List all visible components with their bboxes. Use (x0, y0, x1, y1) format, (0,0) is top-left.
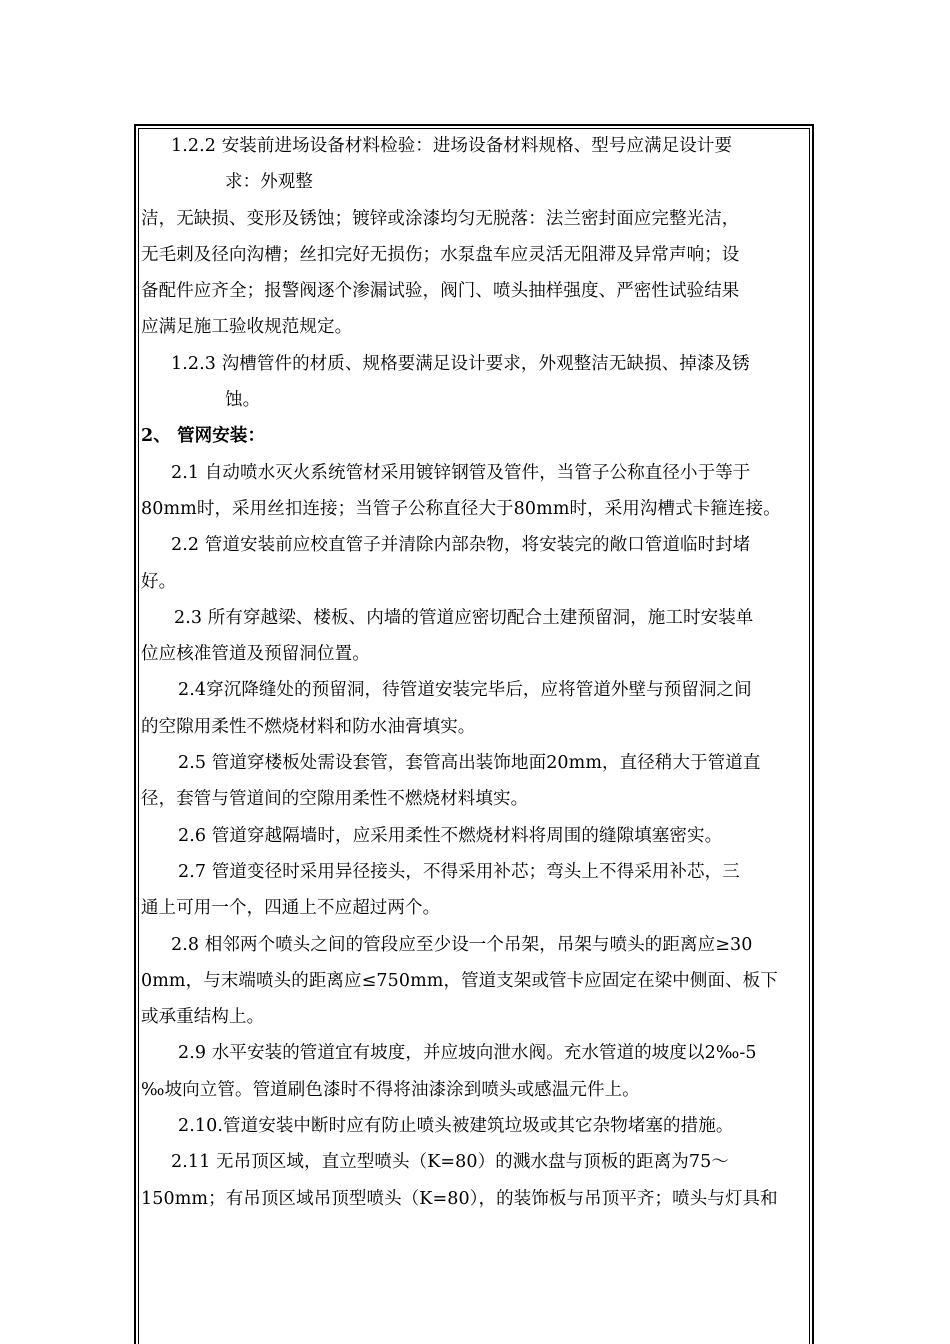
text-line: 1.2.3 沟槽管件的材质、规格要满足设计要求，外观整洁无缺损、掉漆及锈 (171, 353, 750, 374)
section-heading: 2、 管网安装： (141, 426, 266, 447)
text-line: 80mm时，采用丝扣连接；当管子公称直径大于80mm时，采用沟槽式卡箍连接。 (141, 498, 781, 519)
text-line: 2.10.管道安装中断时应有防止喷头被建筑垃圾或其它杂物堵塞的措施。 (178, 1116, 734, 1137)
text-line: 2.8 相邻两个喷头之间的管段应至少设一个吊架，吊架与喷头的距离应≥30 (171, 934, 753, 955)
text-line: 2.2 管道安装前应校直管子并清除内部杂物，将安装完的敞口管道临时封堵 (171, 535, 751, 556)
document-body (141, 128, 811, 1217)
text-line: 的空隙用柔性不燃烧材料和防水油膏填实。 (141, 716, 476, 737)
text-line: 位应核准管道及预留洞位置。 (141, 644, 370, 665)
text-line: 洁，无缺损、变形及锈蚀；镀锌或涂漆均匀无脱落：法兰密封面应完整光洁， (141, 208, 740, 229)
text-line: 2.11 无吊顶区域，直立型喷头（K=80）的溅水盘与顶板的距离为75～ (171, 1152, 729, 1173)
text-line: 或承重结构上。 (141, 1007, 265, 1028)
text-line: 2.3 所有穿越梁、楼板、内墙的管道应密切配合土建预留洞，施工时安装单 (174, 607, 754, 628)
text-line: 2.6 管道穿越隔墙时，应采用柔性不燃烧材料将周围的缝隙填塞密实。 (178, 825, 723, 846)
text-line: 蚀。 (225, 390, 261, 411)
text-line: 无毛刺及径向沟槽；丝扣完好无损伤；水泵盘车应灵活无阻滞及异常声响；设 (141, 244, 740, 265)
text-line: 1.2.2 安装前进场设备材料检验：进场设备材料规格、型号应满足设计要 (171, 136, 733, 156)
text-line: 备配件应齐全；报警阀逐个渗漏试验，阀门、喷头抽样强度、严密性试验结果 (141, 281, 740, 302)
text-line: 2.4穿沉降缝处的预留洞，待管道安装完毕后，应将管道外壁与预留洞之间 (178, 680, 752, 701)
text-line: 应满足施工验收规范规定。 (141, 317, 353, 338)
text-line: ‰坡向立管。管道刷色漆时不得将油漆涂到喷头或感温元件上。 (141, 1079, 640, 1100)
text-line: 0mm，与末端喷头的距离应≤750mm，管道支架或管卡应固定在梁中侧面、板下 (141, 970, 778, 991)
text-line: 2.5 管道穿楼板处需设套管，套管高出装饰地面20mm，直径稍大于管道直 (178, 753, 761, 774)
text-line: 150mm；有吊顶区域吊顶型喷头（K=80），的装饰板与吊顶平齐；喷头与灯具和 (141, 1188, 778, 1209)
text-line: 径，套管与管道间的空隙用柔性不燃烧材料填实。 (141, 789, 529, 810)
text-line: 2.7 管道变径时采用异径接头，不得采用补芯；弯头上不得采用补芯，三 (178, 861, 740, 882)
text-line: 2.1 自动喷水灭火系统管材采用镀锌钢管及管件，当管子公称直径小于等于 (171, 462, 751, 483)
text-line: 好。 (141, 571, 177, 592)
text-line: 通上可用一个，四通上不应超过两个。 (141, 898, 441, 919)
text-line: 2.9 水平安装的管道宜有坡度，并应坡向泄水阀。充水管道的坡度以2‰-5 (178, 1043, 757, 1064)
text-line: 求：外观整 (225, 172, 313, 193)
